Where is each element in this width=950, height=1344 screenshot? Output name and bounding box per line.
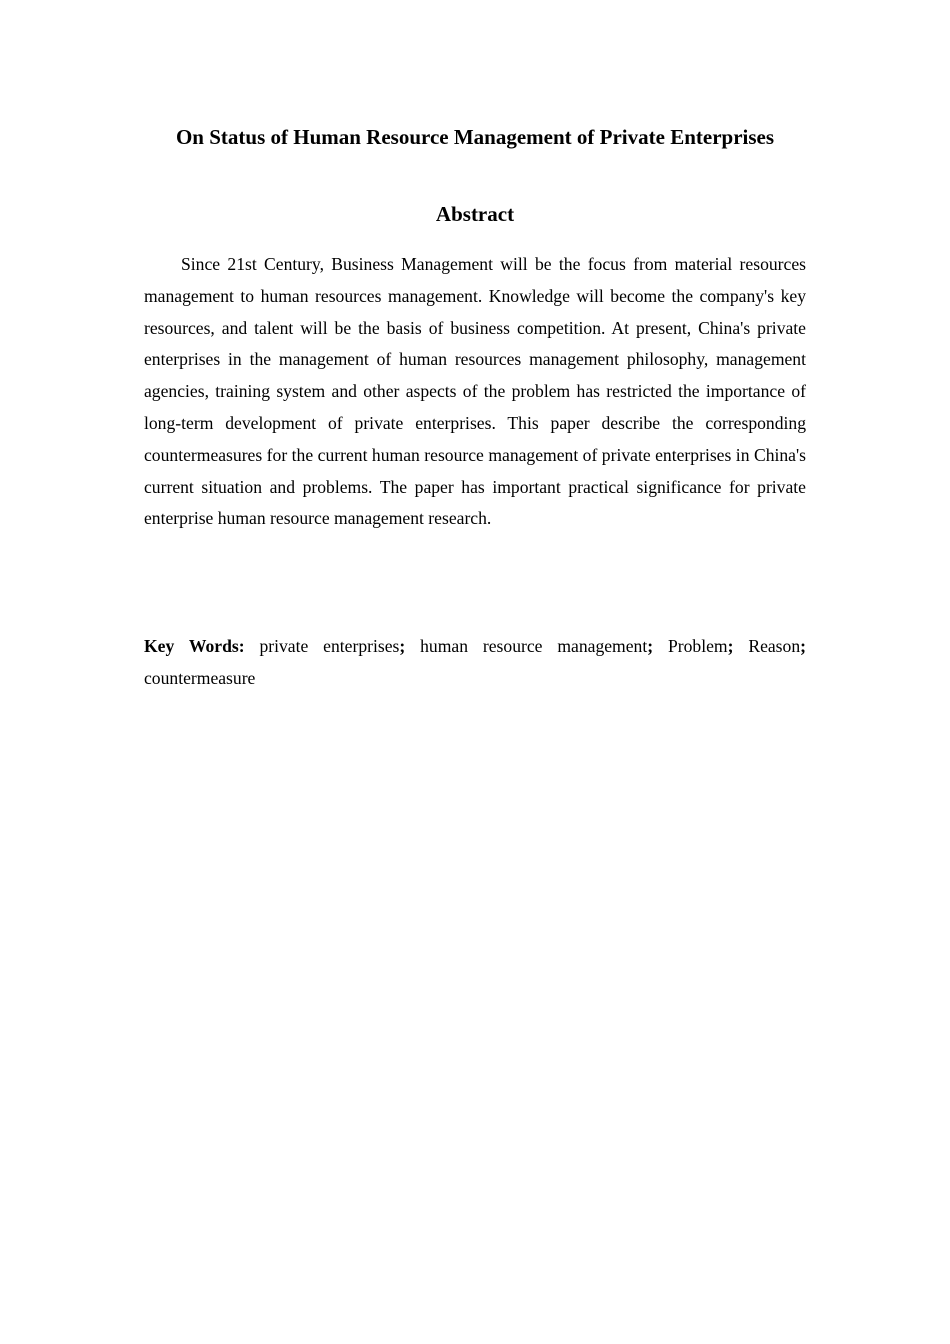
abstract-heading: Abstract (435, 202, 515, 226)
keyword-item: human resource management (420, 636, 648, 656)
keyword-item: Reason (748, 636, 801, 656)
keyword-separator: ; (647, 636, 654, 656)
keywords-line (144, 631, 806, 695)
keywords-label: Key Words: (144, 636, 245, 656)
document-title: On Status of Human Resource Management of Private Enterprises (175, 125, 775, 149)
abstract-paragraph: Since 21st Century, Business Management will be the focus from material resources management to human resources management. Knowledge will become the company's key resources, and talent will be the basis of business competition. At present, China's private enterprises in the management of human resources management philosophy, management agencies, training system and other aspects of the problem has restricted the importance of long-term development of private enterprises. This paper describe the corresponding countermeasures for the current human resource management of private enterprises in China's current situation and problems. The paper has important practical significance for private enterprise human resource management research. (144, 254, 806, 529)
keyword-item: countermeasure (144, 667, 256, 688)
keyword-item: private enterprises (259, 636, 400, 656)
keyword-separator: ; (800, 636, 806, 656)
keyword-separator: ; (399, 636, 406, 656)
keyword-separator: ; (727, 636, 734, 656)
keyword-item: Problem (667, 636, 728, 656)
